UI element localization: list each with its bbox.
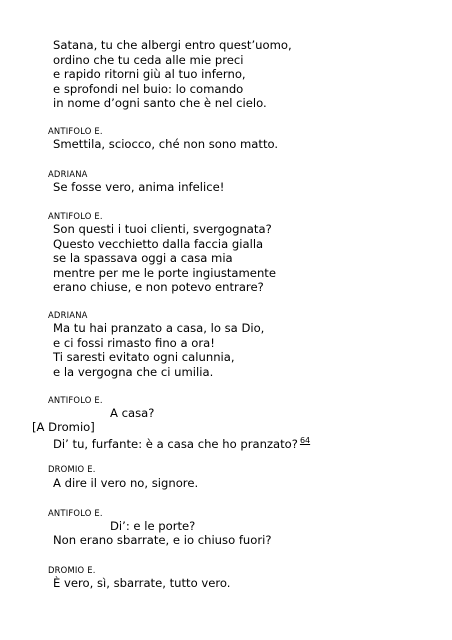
speech-block xyxy=(53,434,310,452)
verse-line: in nome d’ogni santo che è nel cielo. xyxy=(53,96,267,110)
verse-line: Non erano sbarrate, e io chiuso fuori? xyxy=(53,533,272,547)
speech-block xyxy=(53,137,278,152)
verse-line: Satana, tu che albergi entro quest’uomo, xyxy=(53,38,292,52)
speech-block xyxy=(53,576,230,591)
verse-line xyxy=(53,434,310,452)
speech-block xyxy=(53,38,292,111)
indented-half-line: Di’: e le porte? xyxy=(110,519,196,533)
stage-direction: [A Dromio] xyxy=(32,420,95,434)
indented-half-line: A casa? xyxy=(110,406,155,420)
speech-block xyxy=(53,180,224,195)
speaker-name: DROMIO E. xyxy=(48,464,96,474)
speaker-name: ADRIANA xyxy=(48,310,88,320)
speech-block xyxy=(53,476,198,491)
verse-line: È vero, sì, sbarrate, tutto vero. xyxy=(53,576,231,590)
verse-line: e ci fossi rimasto fino a ora! xyxy=(53,335,215,350)
verse-line: Questo vecchietto dalla faccia gialla xyxy=(53,236,264,251)
speech-block xyxy=(53,222,276,295)
speech-block xyxy=(53,533,272,548)
verse-line: mentre per me le porte ingiustamente xyxy=(53,265,276,280)
verse-line: e la vergogna che ci umilia. xyxy=(53,364,214,379)
speaker-name: ADRIANA xyxy=(48,169,88,179)
verse-line: ordino che tu ceda alle mie preci xyxy=(53,52,244,67)
footnote-link[interactable]: 64 xyxy=(299,436,311,445)
speaker-name: ANTIFOLO E. xyxy=(48,395,103,405)
verse-line: A dire il vero no, signore. xyxy=(53,476,199,490)
verse-line: Ti saresti evitato ogni calunnia, xyxy=(53,350,235,364)
speaker-name: DROMIO E. xyxy=(48,565,96,575)
speaker-name: ANTIFOLO E. xyxy=(48,126,103,136)
speaker-name: ANTIFOLO E. xyxy=(48,508,103,518)
verse-text: Di’ tu, furfante: è a casa che ho pranzato? xyxy=(53,437,298,451)
verse-line: Se fosse vero, anima infelice! xyxy=(53,180,225,194)
verse-line: Smettila, sciocco, ché non sono matto. xyxy=(53,137,279,151)
verse-line: e rapido ritorni giù al tuo inferno, xyxy=(53,67,246,81)
speaker-name: ANTIFOLO E. xyxy=(48,211,103,221)
verse-line: erano chiuse, e non potevo entrare? xyxy=(53,280,264,294)
verse-line: Son questi i tuoi clienti, svergognata? xyxy=(53,222,272,236)
verse-line: se la spassava oggi a casa mia xyxy=(53,251,233,265)
speech-block xyxy=(53,321,264,379)
verse-line: Ma tu hai pranzato a casa, lo sa Dio, xyxy=(53,321,265,335)
verse-line: e sprofondi nel buio: lo comando xyxy=(53,81,244,96)
